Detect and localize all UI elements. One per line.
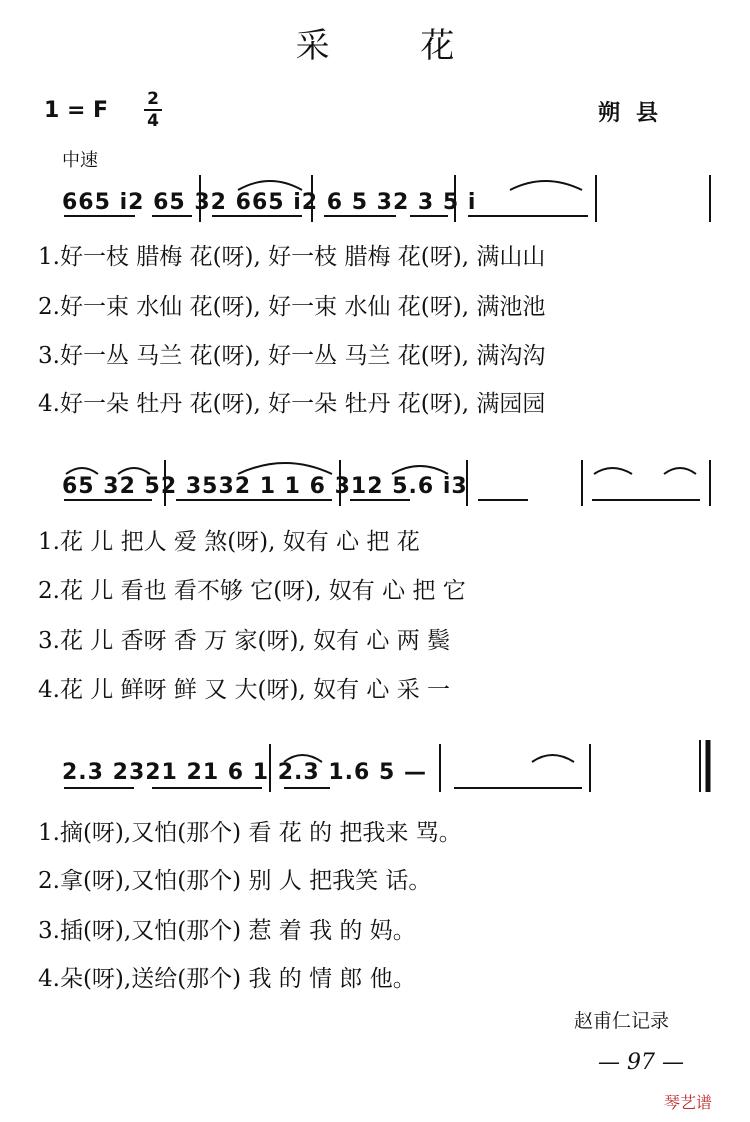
lyric-line: 3.插(呀),又怕(那个) 惹 着 我 的 妈。 [38,918,416,944]
notation-line-1: 665 i2 65 32 665 i2 6 5 32 3 5 i [62,190,477,215]
lyric-line: 2.拿(呀),又怕(那个) 别 人 把我笑 话。 [38,868,432,894]
lyric-line: 2.花 儿 看也 看不够 它(呀), 奴有 心 把 它 [38,578,466,604]
notation-line-3: 2.3 2321 21 6 1 2.3 1.6 5 — [62,760,427,785]
lyric-line: 3.花 儿 香呀 香 万 家(呀), 奴有 心 两 鬓 [38,628,451,654]
lyric-line: 1.摘(呀),又怕(那个) 看 花 的 把我来 骂。 [38,820,462,846]
lyric-line: 3.好一丛 马兰 花(呀), 好一丛 马兰 花(呀), 满沟沟 [38,343,546,369]
lyric-line: 1.花 儿 把人 爱 煞(呀), 奴有 心 把 花 [38,529,420,555]
tempo-marking: 中速 [62,150,98,171]
meter-denominator: 4 [147,111,159,131]
recorder-credit: 赵甫仁记录 [574,1010,670,1032]
key-signature: 1 = F [44,98,109,123]
lyric-line: 4.朵(呀),送给(那个) 我 的 情 郎 他。 [38,966,416,992]
song-title: 采 花 [295,26,495,66]
lyric-line: 4.好一朵 牡丹 花(呀), 好一朵 牡丹 花(呀), 满园园 [38,391,546,417]
watermark-logo: 琴艺谱 [664,1093,713,1112]
lyric-line: 4.花 儿 鲜呀 鲜 又 大(呀), 奴有 心 采 一 [38,677,451,703]
lyric-line: 2.好一束 水仙 花(呀), 好一束 水仙 花(呀), 满池池 [38,294,546,320]
lyric-line: 1.好一枝 腊梅 花(呀), 好一枝 腊梅 花(呀), 满山山 [38,244,546,270]
page-number: — 97 — [598,1050,684,1075]
meter-numerator: 2 [147,89,159,109]
song-source: 朔县 [598,100,675,126]
notation-line-2: 65 32 52 3532 1 1 6 312 5.6 i3 [62,474,468,499]
